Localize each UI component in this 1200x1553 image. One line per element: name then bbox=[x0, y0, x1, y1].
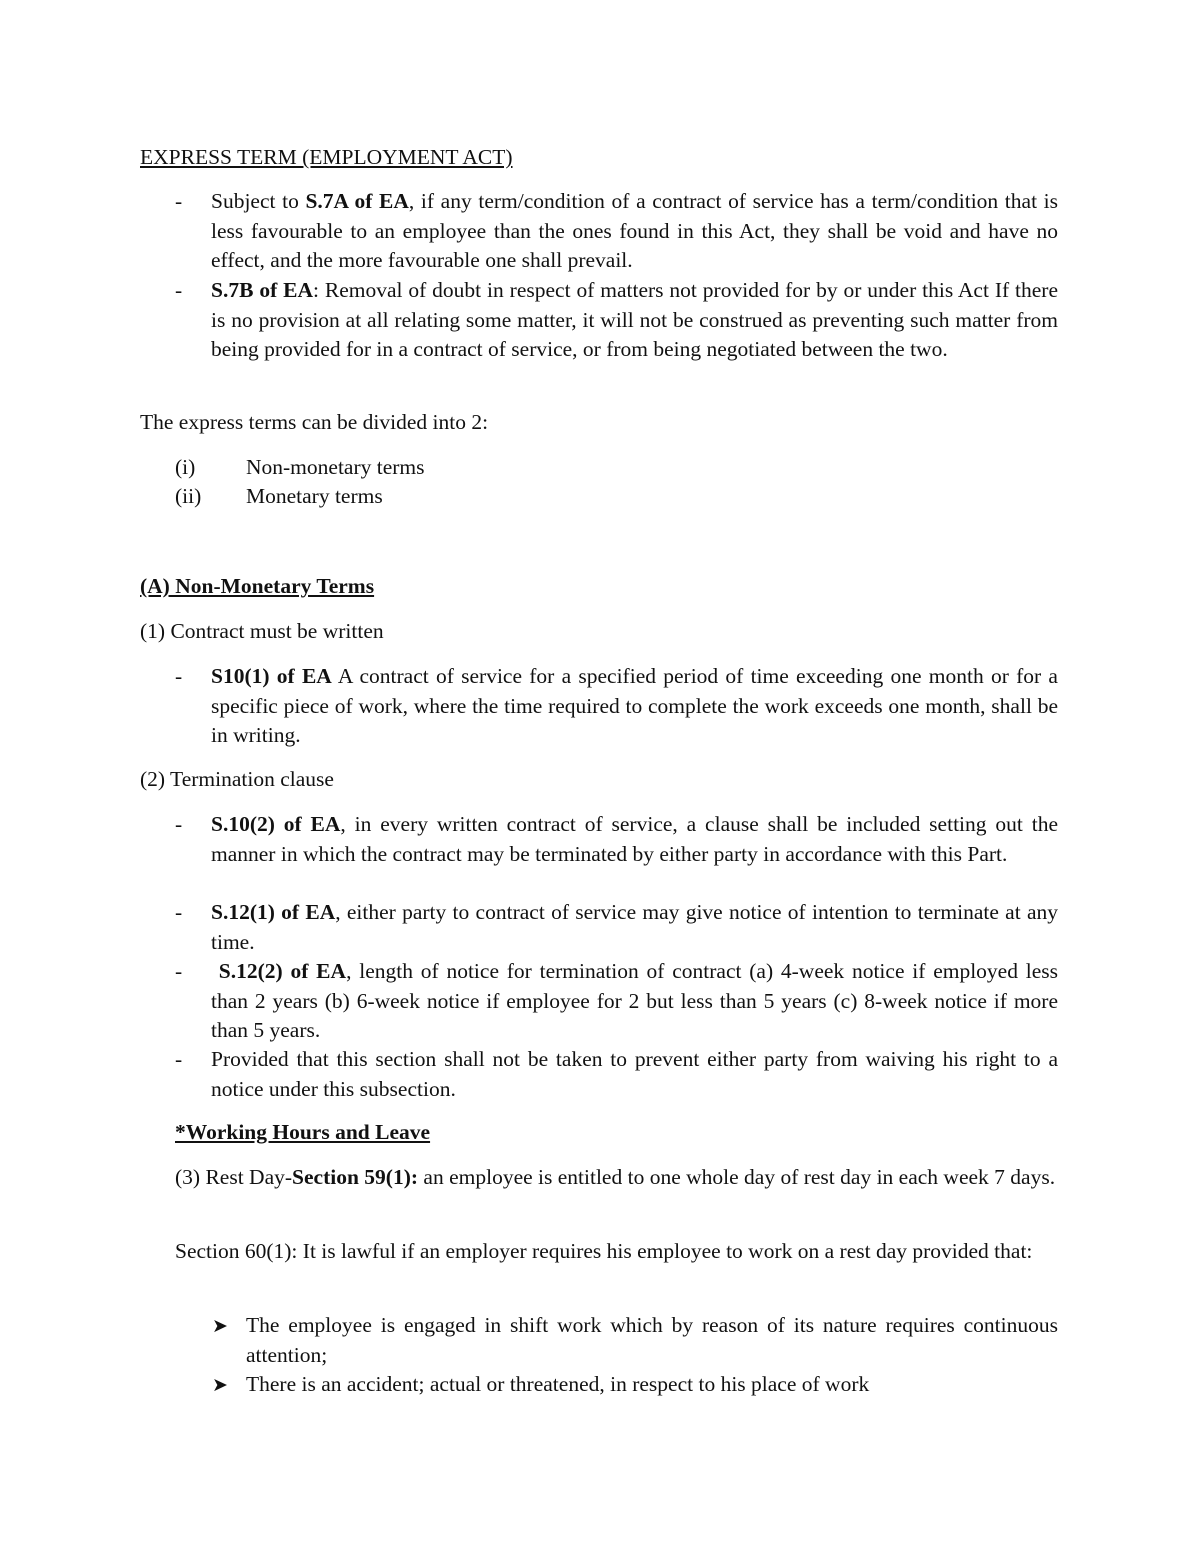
list-item: There is an accident; actual or threatened, in respect to his place of work bbox=[246, 1372, 870, 1396]
list-item: Provided that this section shall not be taken to prevent either party from waiving his right to a notice under this subsection. bbox=[211, 1047, 1058, 1101]
list-item bbox=[211, 898, 1058, 957]
arrow-bullet-icon: ➤ bbox=[212, 1374, 228, 1396]
enum-label: Non-monetary terms bbox=[246, 455, 425, 479]
list-item bbox=[211, 957, 1058, 1046]
dash-bullet-icon: - bbox=[175, 1047, 183, 1071]
page-title: EXPRESS TERM (EMPLOYMENT ACT) bbox=[140, 145, 513, 169]
section-heading bbox=[140, 572, 1058, 602]
section-reference: S.10(2) of EA bbox=[211, 812, 341, 836]
item-text: , in every written contract of service, a clause shall be included setting out the manner in which the contract may be terminated by either party in accordance with this Part. bbox=[211, 812, 1058, 866]
dash-bullet-icon: - bbox=[175, 189, 183, 213]
dash-bullet-icon: - bbox=[175, 812, 183, 836]
dash-bullet-icon: - bbox=[175, 664, 183, 688]
paragraph: The express terms can be divided into 2: bbox=[140, 410, 489, 434]
section-heading bbox=[175, 1118, 1058, 1148]
dash-bullet-icon: - bbox=[175, 278, 183, 302]
dash-bullet-icon: - bbox=[175, 900, 183, 924]
item-pre-text: Subject to bbox=[211, 189, 306, 213]
paragraph: Section 60(1): It is lawful if an employer requires his employee to work on a rest day provided that: bbox=[175, 1239, 1033, 1263]
item-text: , length of notice for termination of contract (a) 4-week notice if employed less than 2 years (b) 6-week notice if employee for 2 but less than 5 years (c) 8-week notice if more than 5 years. bbox=[211, 959, 1059, 1042]
enum-label: Monetary terms bbox=[246, 484, 383, 508]
list-item bbox=[211, 187, 1058, 276]
section-heading-text: *Working Hours and Leave bbox=[175, 1120, 431, 1144]
section-reference: S10(1) of EA bbox=[211, 664, 332, 688]
section-reference: S.7B of EA bbox=[211, 278, 313, 302]
item-text: A contract of service for a specified period of time exceeding one month or for a specific piece of work, where the time required to complete the work exceeds one month, shall be in writing. bbox=[211, 664, 1058, 747]
paragraph-pre-text: (3) Rest Day- bbox=[175, 1165, 293, 1189]
list-item: The employee is engaged in shift work which by reason of its nature requires continuous attention; bbox=[246, 1313, 1058, 1367]
list-item bbox=[211, 810, 1058, 869]
sub-heading: (1) Contract must be written bbox=[140, 619, 384, 643]
dash-bullet-icon: - bbox=[175, 959, 183, 983]
section-reference: S.12(1) of EA bbox=[211, 900, 336, 924]
section-reference: Section 59(1): bbox=[292, 1165, 419, 1189]
sub-heading: (2) Termination clause bbox=[140, 767, 334, 791]
item-text: , if any term/condition of a contract of service has a term/condition that is less favourable to an employee than the ones found in this Act, they shall be void and have no effect, and the more favourable one shall prevail. bbox=[211, 189, 1059, 272]
list-item bbox=[211, 662, 1058, 751]
item-text: , either party to contract of service may give notice of intention to terminate at any time. bbox=[211, 900, 1058, 954]
paragraph-text: an employee is entitled to one whole day of rest day in each week 7 days. bbox=[418, 1165, 1056, 1189]
item-text: : Removal of doubt in respect of matters not provided for by or under this Act If there is no provision at all relating some matter, it will not be construed as preventing such matter from being provided for in a contract of service, or from being negotiated between the two. bbox=[211, 278, 1059, 361]
paragraph bbox=[175, 1163, 1058, 1193]
enum-number: (ii) bbox=[175, 484, 202, 508]
section-reference: S.7A of EA bbox=[305, 189, 409, 213]
section-heading-text: (A) Non-Monetary Terms bbox=[140, 574, 375, 598]
section-reference: S.12(2) of EA bbox=[218, 959, 347, 983]
arrow-bullet-icon: ➤ bbox=[212, 1315, 228, 1337]
list-item bbox=[211, 276, 1058, 365]
enum-number: (i) bbox=[175, 455, 196, 479]
